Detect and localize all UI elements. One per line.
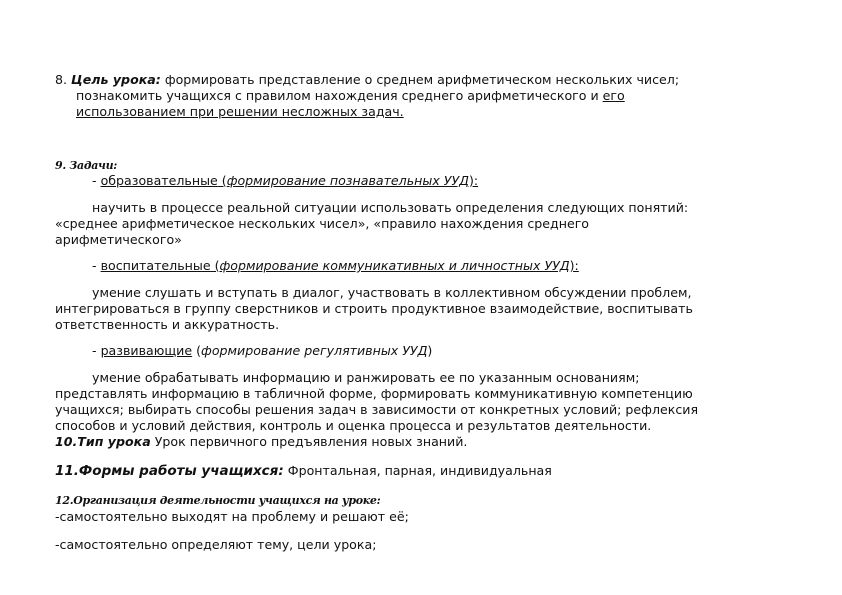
educational-open: ( bbox=[217, 173, 227, 188]
educational-label: образовательные bbox=[100, 173, 218, 188]
developing-detail: формирование регулятивных УУД bbox=[201, 343, 428, 358]
educational-detail: формирование познавательных УУД bbox=[226, 173, 469, 188]
upbringing-text-2: интегрироваться в группу сверстников и строить продуктивное взаимодействие, воспитывать bbox=[55, 301, 693, 316]
developing-open: ( bbox=[192, 343, 202, 358]
lesson-goal-text-1: формировать представление о среднем арифметическом нескольких чисел; bbox=[160, 72, 680, 87]
upbringing-task-heading bbox=[92, 258, 579, 273]
developing-text-3: учащихся; выбирать способы решения задач в зависимости от конкретных условий; рефлексия bbox=[55, 402, 699, 417]
educational-text-3: арифметического» bbox=[55, 232, 182, 247]
lesson-type-line bbox=[55, 434, 467, 449]
educational-close: ): bbox=[468, 173, 479, 188]
upbringing-open: ( bbox=[210, 258, 220, 273]
educational-text-2: «среднее арифметическое нескольких чисел», «правило нахождения среднего bbox=[55, 216, 590, 231]
work-forms-line bbox=[55, 463, 552, 479]
upbringing-detail: формирование коммуникативных и личностных УУД bbox=[219, 258, 570, 273]
developing-label: развивающие bbox=[100, 343, 193, 358]
developing-task-heading bbox=[92, 343, 432, 358]
lesson-goal-line-1 bbox=[55, 72, 679, 87]
lesson-goal-line-2 bbox=[76, 88, 625, 103]
tasks-heading: 9. Задачи: bbox=[55, 159, 118, 172]
upbringing-close: ): bbox=[569, 258, 579, 273]
developing-text-1: умение обрабатывать информацию и ранжировать ее по указанным основаниям; bbox=[92, 370, 640, 385]
upbringing-label: воспитательные bbox=[100, 258, 211, 273]
activity-item-2: -самостоятельно определяют тему, цели урока; bbox=[55, 537, 377, 552]
lesson-type-text: Урок первичного предъявления новых знаний. bbox=[150, 434, 468, 449]
work-forms-label: 11.Формы работы учащихся: bbox=[55, 463, 284, 479]
lesson-type-label: 10.Тип урока bbox=[55, 434, 151, 449]
lesson-goal-label: Цель урока: bbox=[71, 72, 161, 87]
educational-dash: - bbox=[92, 173, 101, 188]
developing-text-2: представлять информацию в табличной форме, формировать коммуникативную компетенцию bbox=[55, 386, 693, 401]
activity-organization-heading: 12.Организация деятельности учащихся на уроке: bbox=[55, 494, 381, 507]
educational-text-1: научить в процессе реальной ситуации использовать определения следующих понятий: bbox=[92, 200, 689, 215]
lesson-goal-text-2: познакомить учащихся с правилом нахождения среднего арифметического и bbox=[76, 88, 603, 103]
upbringing-text-1: умение слушать и вступать в диалог, участвовать в коллективном обсуждении проблем, bbox=[92, 285, 692, 300]
section-8-number: 8. bbox=[55, 72, 68, 87]
upbringing-text-3: ответственность и аккуратность. bbox=[55, 317, 280, 332]
activity-item-1: -самостоятельно выходят на проблему и решают её; bbox=[55, 509, 409, 524]
educational-task-heading bbox=[92, 173, 478, 188]
developing-dash: - bbox=[92, 343, 101, 358]
lesson-goal-line-3: использованием при решении несложных задач. bbox=[76, 104, 404, 119]
upbringing-dash: - bbox=[92, 258, 101, 273]
lesson-goal-text-2-underlined: его bbox=[602, 88, 625, 103]
developing-text-4: способов и условий действия, контроль и оценка процесса и результатов деятельности. bbox=[55, 418, 652, 433]
work-forms-text: Фронтальная, парная, индивидуальная bbox=[283, 463, 552, 478]
developing-close: ) bbox=[427, 343, 433, 358]
